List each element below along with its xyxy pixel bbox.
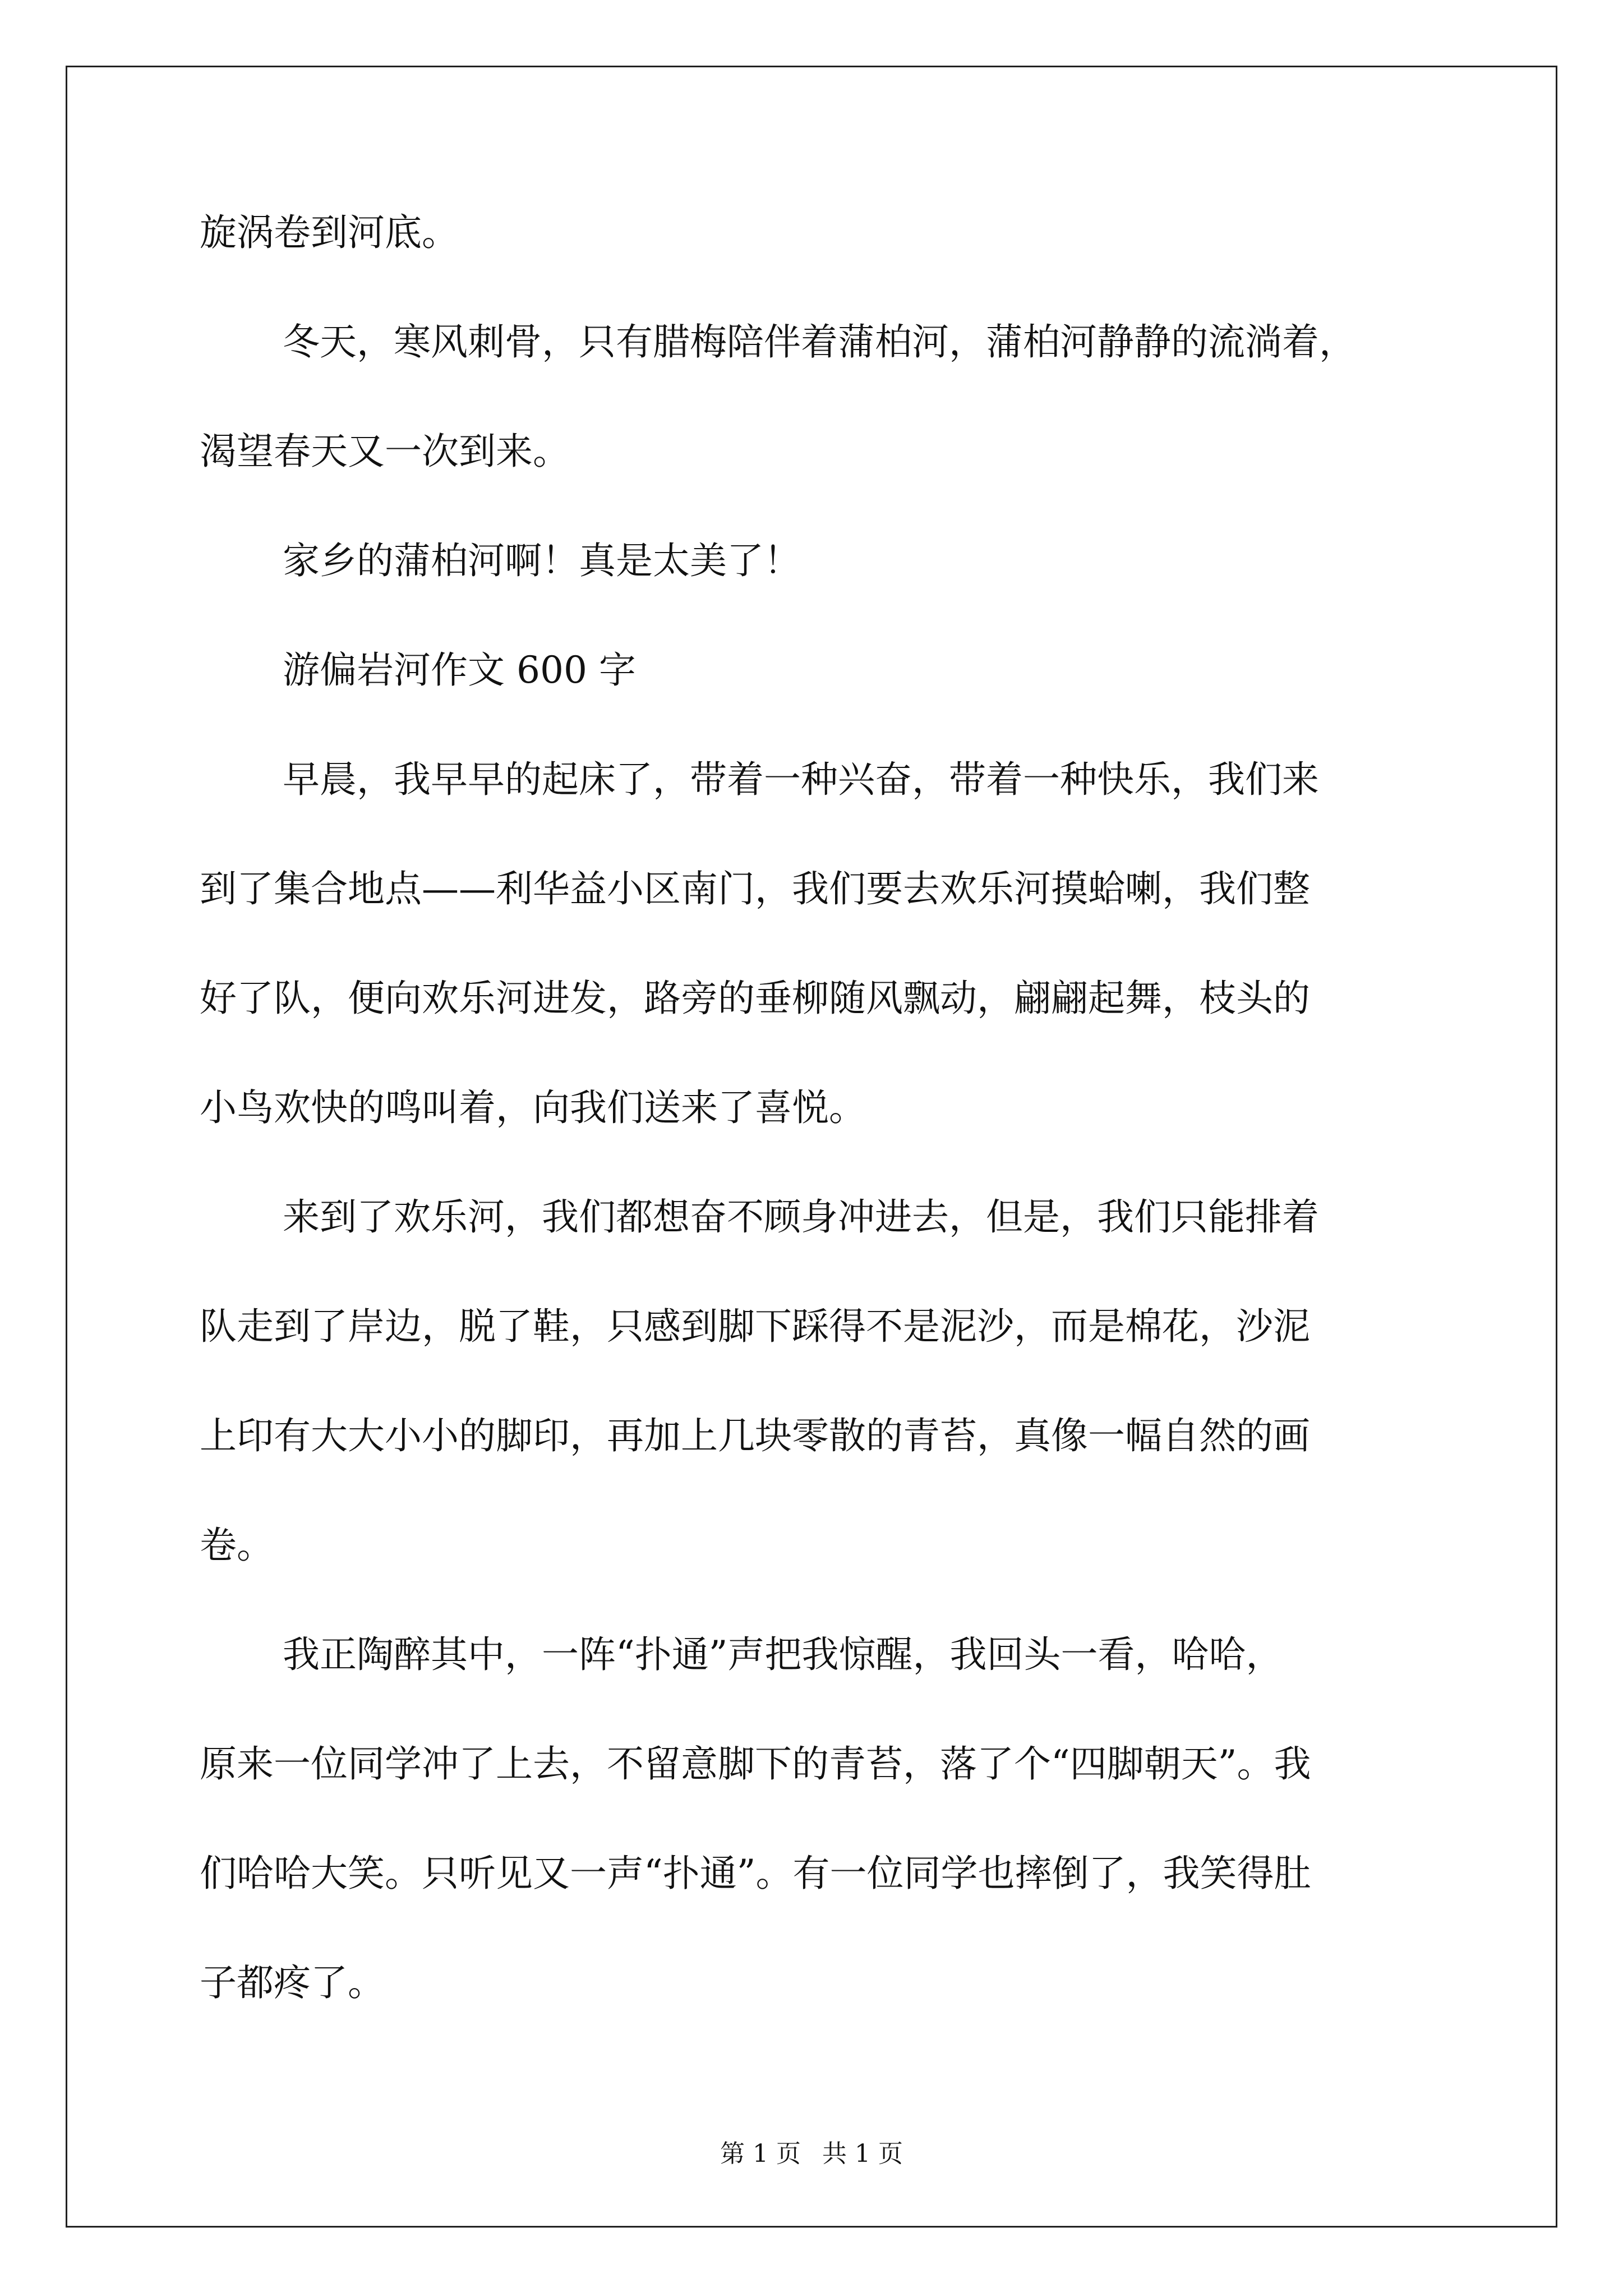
page-border <box>66 66 1557 2228</box>
text-line: 小鸟欢快的鸣叫着，向我们送来了喜悦。 <box>200 1086 866 1129</box>
text-line: 好了队，便向欢乐河进发，路旁的垂柳随风飘动，翩翩起舞，枝头的 <box>200 977 1310 1020</box>
page-total: 共 1 页 <box>822 2139 903 2168</box>
text-line: 队走到了岸边，脱了鞋，只感到脚下踩得不是泥沙，而是棉花，沙泥 <box>200 1305 1310 1348</box>
text-line: 家乡的蒲柏河啊！真是太美了！ <box>283 539 801 582</box>
text-line: 原来一位同学冲了上去，不留意脚下的青苔，落了个“四脚朝天”。我 <box>200 1742 1311 1786</box>
text-line: 到了集合地点——利华益小区南门，我们要去欢乐河摸蛤喇，我们整 <box>200 867 1310 910</box>
text-line: 子都疼了。 <box>200 1961 385 2004</box>
text-line: 卷。 <box>200 1524 274 1567</box>
text-line: 冬天，寒风刺骨，只有腊梅陪伴着蒲柏河，蒲柏河静静的流淌着， <box>283 320 1356 364</box>
text-line: 旋涡卷到河底。 <box>200 211 459 254</box>
text-line: 们哈哈大笑。只听见又一声“扑通”。有一位同学也摔倒了，我笑得肚 <box>200 1852 1311 1895</box>
text-line: 上印有大大小小的脚印，再加上几块零散的青苔，真像一幅自然的画 <box>200 1414 1310 1457</box>
page-number: 第 1 页 <box>720 2139 801 2168</box>
text-line: 我正陶醉其中，一阵“扑通”声把我惊醒，我回头一看，哈哈， <box>283 1633 1283 1676</box>
text-line: 来到了欢乐河，我们都想奋不顾身冲进去，但是，我们只能排着 <box>283 1195 1319 1239</box>
text-line: 早晨，我早早的起床了，带着一种兴奋，带着一种快乐，我们来 <box>283 758 1319 801</box>
text-line: 渴望春天又一次到来。 <box>200 430 570 473</box>
page-footer <box>0 2137 1623 2171</box>
section-heading: 游偏岩河作文 600 字 <box>283 648 636 692</box>
